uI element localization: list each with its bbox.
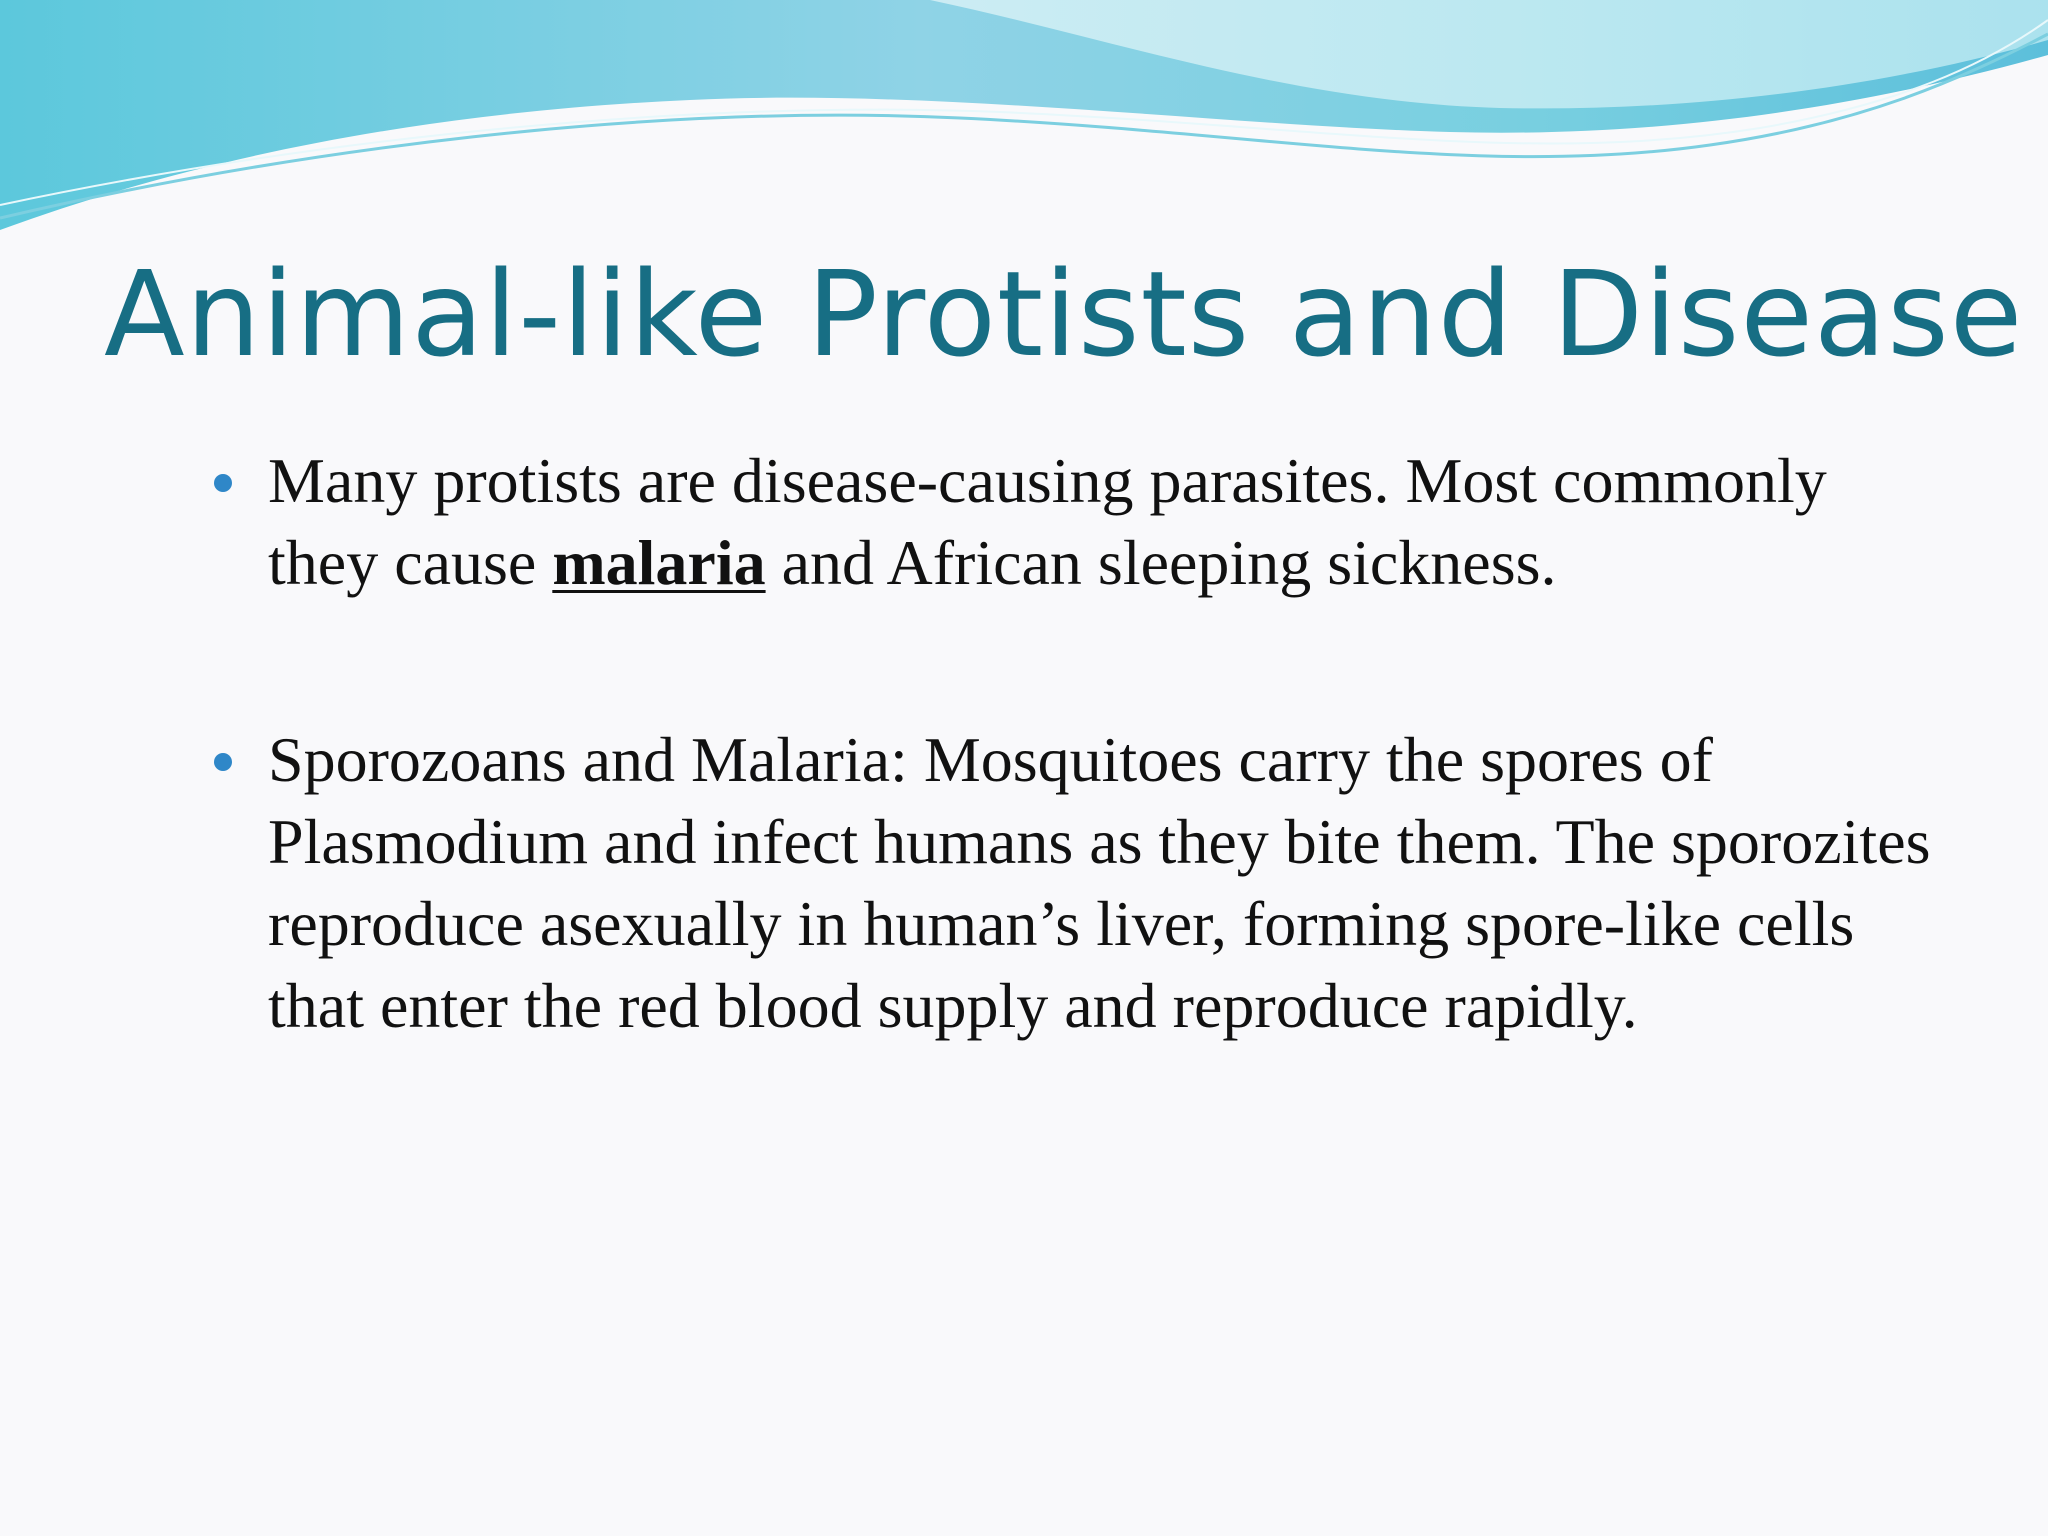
bullet-dot-icon <box>214 474 232 492</box>
bullet-text: Sporozoans and Malaria: Mosquitoes carry the spores of Plasmodium and infect humans as they bite them. The sporozites reproduce asexually in human’s liver, forming spore-like cells that enter the red blood supply and reproduce rapidly. <box>268 724 1931 1041</box>
bullet-item <box>210 719 1950 1047</box>
bullet-list <box>210 440 1950 1047</box>
top-wave-decoration <box>0 0 2048 240</box>
emphasis-malaria: malaria <box>552 527 766 598</box>
bullet-text-before: Many protists are disease-causing parasites. Most commonly they cause <box>268 445 1827 598</box>
bullet-text-after: and African sleeping sickness. <box>765 527 1557 598</box>
bullet-item <box>210 440 1950 604</box>
slide-title: Animal-like Protists and Disease <box>104 245 2024 383</box>
bullet-dot-icon <box>214 753 232 771</box>
